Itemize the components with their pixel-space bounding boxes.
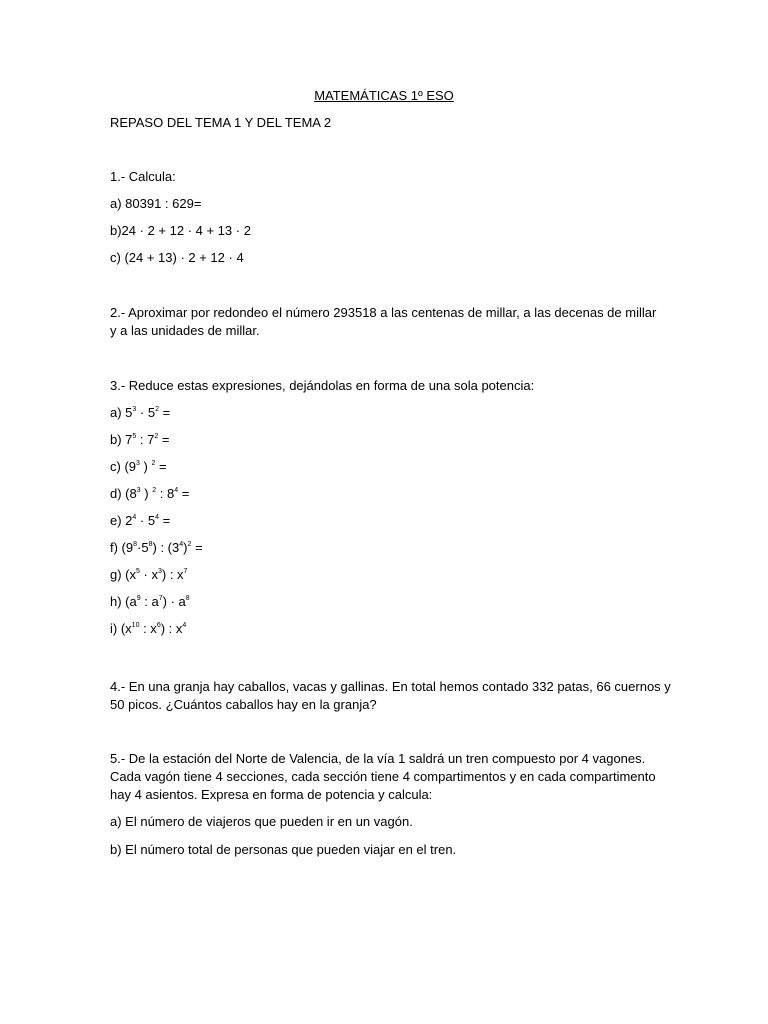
q3-e-part: e) 2	[110, 513, 133, 528]
q1-item-a: a) 80391 : 629=	[110, 196, 202, 211]
q3-heading: 3.- Reduce estas expresiones, dejándolas en forma de una sola potencia:	[110, 378, 535, 393]
document-subtitle: REPASO DEL TEMA 1 Y DEL TEMA 2	[110, 115, 332, 130]
exponent: 10	[131, 622, 140, 629]
q3-g-part: · x	[139, 567, 158, 582]
q3-item-g	[110, 566, 187, 584]
q3-a-part: =	[159, 405, 171, 420]
q3-e-part: =	[159, 513, 171, 528]
q3-b-part: : 7	[136, 432, 155, 447]
q3-d-part: =	[178, 486, 190, 501]
exponent: 2	[154, 433, 159, 440]
q2-line-1: 2.- Aproximar por redondeo el número 293518 a las centenas de millar, a las decenas de millar	[110, 305, 657, 320]
exponent: 5	[136, 568, 140, 575]
document-title: MATEMÁTICAS 1º ESO	[314, 88, 454, 103]
q3-b-part: =	[158, 432, 170, 447]
q4-line-2: 50 picos. ¿Cuántos caballos hay en la granja?	[110, 697, 377, 712]
q3-a-part: a) 5	[110, 405, 133, 420]
q3-item-i	[110, 620, 186, 638]
q1-heading: 1.- Calcula:	[110, 169, 176, 184]
exponent: 7	[183, 568, 188, 575]
exponent: 3	[157, 568, 162, 575]
q3-f-part: =	[191, 540, 203, 555]
q3-a-part: · 5	[136, 405, 156, 420]
q5-item-b: b) El número total de personas que pueden viajar en el tren.	[110, 842, 457, 857]
q3-h-part: h) (a	[110, 594, 137, 609]
q3-h-part: : a	[140, 594, 159, 609]
q3-c-part: )	[139, 459, 152, 474]
exponent: 4	[179, 541, 184, 548]
exponent: 5	[132, 433, 137, 440]
exponent: 2	[151, 460, 156, 467]
q3-c-part: =	[155, 459, 167, 474]
q3-g-part: ) : x	[161, 567, 184, 582]
exponent: 8	[185, 595, 190, 602]
q3-f-part: )	[183, 540, 188, 555]
exponent: 8	[148, 541, 153, 548]
q3-item-b	[110, 431, 170, 449]
q3-f-part: f) (9	[110, 540, 134, 555]
q3-d-part: d) (8	[110, 486, 137, 501]
exponent: 2	[187, 541, 192, 548]
exponent: 3	[136, 460, 140, 467]
exponent: 8	[133, 541, 138, 548]
exponent: 6	[156, 622, 161, 629]
exponent: 3	[132, 406, 137, 413]
q3-i-part: : x	[139, 621, 157, 636]
q1-item-b: b)24 · 2 + 12 · 4 + 13 · 2	[110, 223, 251, 238]
q3-f-part: ·5	[137, 540, 149, 555]
q3-item-e	[110, 512, 170, 530]
q5-line-1: 5.- De la estación del Norte de Valencia, de la vía 1 saldrá un tren compuesto por 4 vagones.	[110, 751, 646, 766]
q3-b-part: b) 7	[110, 432, 133, 447]
q3-d-part: : 8	[156, 486, 175, 501]
q3-i-part: i) (x	[110, 621, 132, 636]
q3-g-part: g) (x	[110, 567, 136, 582]
q3-item-h	[110, 593, 190, 611]
q3-c-part: c) (9	[110, 459, 136, 474]
q4-line-1: 4.- En una granja hay caballos, vacas y gallinas. En total hemos contado 332 patas, 66 cuernos y	[110, 679, 671, 694]
exponent: 9	[136, 595, 141, 602]
exponent: 4	[155, 514, 160, 521]
q1-item-c: c) (24 + 13) · 2 + 12 · 4	[110, 250, 244, 265]
q3-item-c	[110, 458, 167, 476]
exponent: 3	[136, 487, 141, 494]
exponent: 4	[182, 622, 187, 629]
q5-line-2: Cada vagón tiene 4 secciones, cada sección tiene 4 compartimentos y en cada compartimento	[110, 769, 656, 784]
q5-line-3: hay 4 asientos. Expresa en forma de potencia y calcula:	[110, 787, 433, 802]
q3-f-part: ) : (3	[152, 540, 180, 555]
q3-i-part: ) : x	[160, 621, 183, 636]
q3-item-d	[110, 485, 189, 503]
exponent: 2	[155, 406, 160, 413]
exponent: 2	[152, 487, 157, 494]
q3-d-part: )	[140, 486, 153, 501]
q3-item-f	[110, 539, 203, 557]
q2-line-2: y a las unidades de millar.	[110, 323, 260, 338]
q5-item-a: a) El número de viajeros que pueden ir en un vagón.	[110, 814, 413, 829]
exponent: 4	[174, 487, 179, 494]
exponent: 7	[158, 595, 163, 602]
q3-e-part: · 5	[136, 513, 156, 528]
q3-h-part: ) · a	[162, 594, 186, 609]
q3-item-a	[110, 404, 170, 422]
exponent: 4	[132, 514, 137, 521]
